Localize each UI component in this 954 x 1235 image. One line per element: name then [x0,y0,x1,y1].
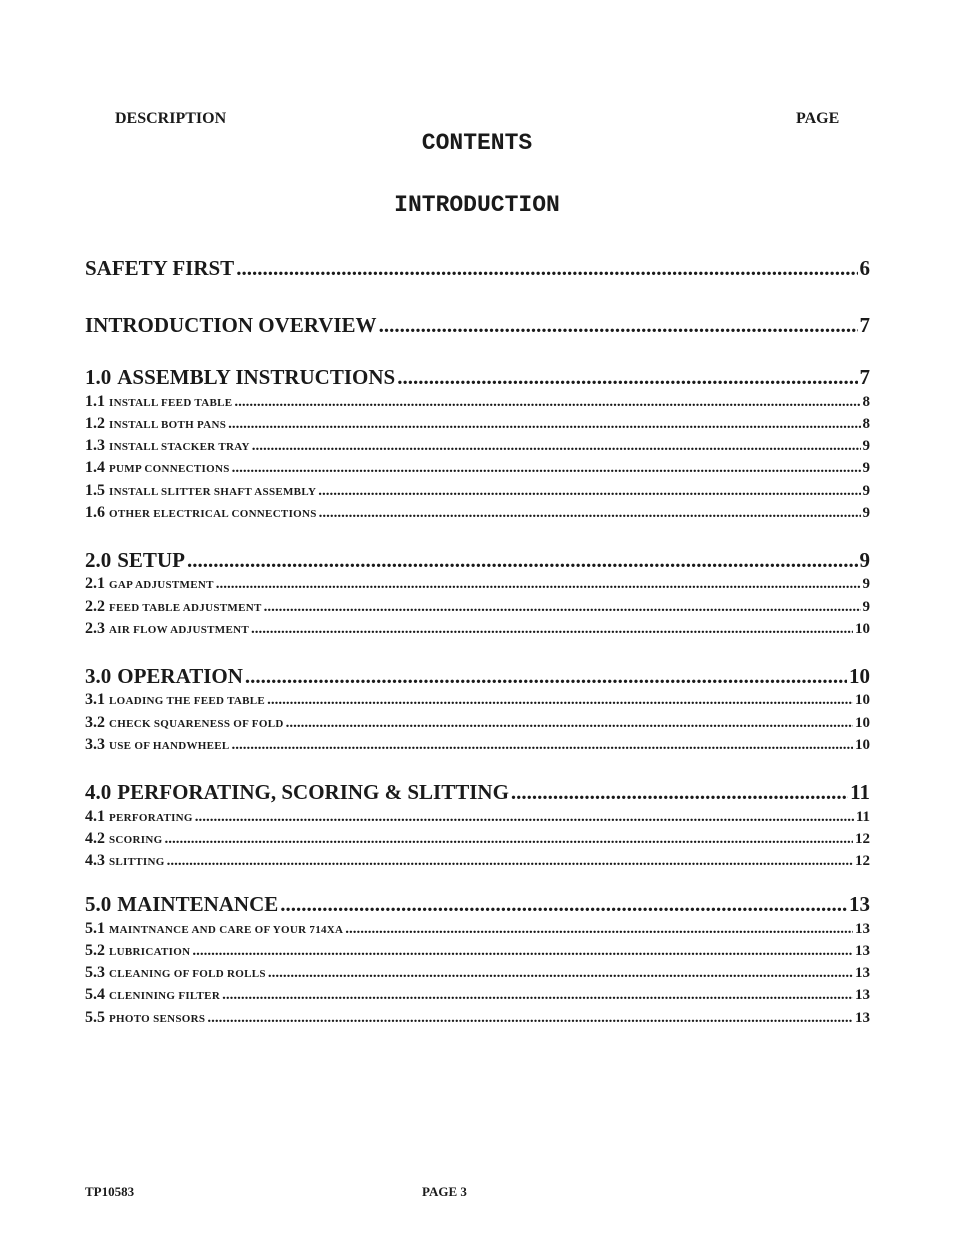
toc-entry-page: 9 [862,505,870,521]
toc-entry-subsection[interactable] [85,691,870,711]
toc-entry-label: CLEANING OF FOLD ROLLS [109,968,266,980]
toc-entry-page: 9 [862,483,870,499]
toc-entry-subsection[interactable] [85,736,870,756]
toc-entry-page: 10 [855,621,870,637]
toc-entry-page: 13 [849,892,870,916]
toc-entry-subsection[interactable] [85,1009,870,1029]
toc-entry-number: 1.5 [85,482,105,499]
introduction-title: INTRODUCTION [394,192,560,218]
toc-entry-subsection[interactable] [85,942,870,962]
toc-leader [222,987,853,1004]
toc-entry-number: 3.2 [85,714,105,731]
toc-entry-page: 7 [859,365,870,389]
toc-leader [192,943,853,960]
toc-leader [187,548,858,573]
toc-entry-label: PHOTO SENSORS [109,1013,206,1025]
toc-entry-subsection[interactable] [85,620,870,640]
toc-entry-number: 1.1 [85,393,105,410]
toc-entry-page: 12 [855,831,870,847]
toc-entry-number: 4.3 [85,852,105,869]
toc-leader [267,692,853,709]
toc-entry-label: INSTALL SLITTER SHAFT ASSEMBLY [109,486,317,498]
toc-entry-subsection[interactable] [85,852,870,872]
toc-entry-label: LOADING THE FEED TABLE [109,695,266,707]
toc-entry-label: CHECK SQUARENESS OF FOLD [109,718,284,730]
toc-leader [280,892,847,917]
page-column-header: PAGE [796,110,840,127]
toc-entry-page: 13 [855,1010,870,1026]
toc-entry-subsection[interactable] [85,482,870,502]
toc-entry-subsection[interactable] [85,437,870,457]
toc-entry-label: CLENINING FILTER [109,990,221,1002]
toc-entry-section[interactable] [85,664,870,690]
toc-entry-number: 1.2 [85,415,105,432]
toc-leader [232,460,861,477]
toc-leader [251,621,853,638]
toc-entry-number: 5.5 [85,1009,105,1026]
toc-entry-label: INTRODUCTION OVERVIEW [85,313,377,337]
toc-entry-label: INSTALL FEED TABLE [109,397,233,409]
toc-entry-label: SLITTING [109,856,165,868]
toc-leader [245,664,847,689]
toc-leader [216,576,861,593]
toc-entry-page: 6 [859,256,870,280]
toc-entry-number: 2.2 [85,598,105,615]
toc-entry-number: 4.1 [85,808,105,825]
toc-leader [207,1010,853,1027]
toc-entry-subsection[interactable] [85,714,870,734]
toc-entry-section[interactable] [85,548,870,574]
toc-entry-number: 4.0 [85,780,112,804]
toc-entry-number: 2.3 [85,620,105,637]
toc-entry-page: 12 [855,853,870,869]
toc-leader [228,416,860,433]
document-number: TP10583 [85,1184,135,1199]
toc-entry-label: PERFORATING, SCORING & SLITTING [117,780,509,804]
toc-entry-label: MAINTENANCE [117,892,279,916]
toc-leader [397,365,857,390]
toc-entry-number: 3.3 [85,736,105,753]
toc-leader [319,505,861,522]
toc-entry-subsection[interactable] [85,459,870,479]
toc-entry-number: 1.4 [85,459,105,476]
description-column-header: DESCRIPTION [115,110,227,127]
toc-entry-label: MAINTNANCE AND CARE OF YOUR 714XA [109,924,344,936]
toc-entry-subsection[interactable] [85,986,870,1006]
toc-entry-label: PERFORATING [109,812,193,824]
toc-entry-page: 13 [855,965,870,981]
toc-entry-number: 5.0 [85,892,112,916]
toc-entry-page: 9 [862,460,870,476]
toc-leader [286,715,853,732]
toc-leader [232,737,853,754]
toc-entry-subsection[interactable] [85,393,870,413]
toc-entry-safety-first[interactable] [85,256,870,282]
toc-leader [167,853,853,870]
toc-entry-page: 13 [855,943,870,959]
toc-entry-page: 8 [862,416,870,432]
toc-entry-subsection[interactable] [85,808,870,828]
toc-entry-section[interactable] [85,365,870,391]
toc-entry-page: 13 [855,921,870,937]
toc-entry-number: 2.1 [85,575,105,592]
toc-entry-label: INSTALL BOTH PANS [109,419,227,431]
toc-entry-label: LUBRICATION [109,946,191,958]
toc-entry-number: 5.4 [85,986,105,1003]
toc-entry-label: USE OF HANDWHEEL [109,740,230,752]
toc-entry-page: 7 [859,313,870,337]
toc-entry-number: 1.0 [85,365,112,389]
toc-entry-number: 5.2 [85,942,105,959]
toc-entry-label: SETUP [117,548,185,572]
toc-leader [252,438,861,455]
toc-entry-label: FEED TABLE ADJUSTMENT [109,602,262,614]
toc-entry-section[interactable] [85,892,870,918]
toc-entry-number: 4.2 [85,830,105,847]
toc-entry-number: 5.1 [85,920,105,937]
toc-entry-label: SAFETY FIRST [85,256,235,280]
toc-entry-page: 8 [862,394,870,410]
contents-title: CONTENTS [421,130,533,156]
page-number: PAGE 3 [422,1184,467,1199]
toc-leader [345,921,853,938]
toc-leader [195,809,854,826]
toc-leader [268,965,853,982]
toc-entry-subsection[interactable] [85,598,870,618]
toc-entry-subsection[interactable] [85,964,870,984]
toc-entry-label: SCORING [109,834,163,846]
toc-entry-page: 10 [855,715,870,731]
toc-leader [318,483,860,500]
toc-entry-number: 2.0 [85,548,112,572]
toc-entry-subsection[interactable] [85,920,870,940]
toc-entry-page: 9 [862,576,870,592]
toc-leader [379,313,858,338]
toc-entry-page: 9 [862,599,870,615]
toc-leader [236,256,857,281]
toc-entry-page: 10 [849,664,870,688]
toc-leader [234,394,860,411]
toc-entry-number: 1.6 [85,504,105,521]
toc-entry-number: 1.3 [85,437,105,454]
toc-leader [264,599,861,616]
toc-entry-label: GAP ADJUSTMENT [109,579,214,591]
toc-entry-page: 10 [855,692,870,708]
toc-entry-label: AIR FLOW ADJUSTMENT [109,624,249,636]
toc-entry-subsection[interactable] [85,575,870,595]
toc-entry-number: 5.3 [85,964,105,981]
toc-entry-subsection[interactable] [85,415,870,435]
toc-entry-number: 3.0 [85,664,112,688]
toc-entry-page: 9 [862,438,870,454]
toc-entry-page: 13 [855,987,870,1003]
toc-entry-number: 3.1 [85,691,105,708]
toc-leader [511,780,848,805]
toc-entry-section[interactable] [85,780,870,806]
toc-entry-subsection[interactable] [85,830,870,850]
toc-entry-label: INSTALL STACKER TRAY [109,441,250,453]
toc-leader [164,831,853,848]
toc-entry-page: 9 [859,548,870,572]
toc-entry-introduction-overview[interactable] [85,313,870,339]
toc-entry-label: ASSEMBLY INSTRUCTIONS [117,365,396,389]
toc-entry-page: 10 [855,737,870,753]
toc-entry-label: OPERATION [117,664,243,688]
toc-entry-label: PUMP CONNECTIONS [109,463,230,475]
toc-entry-page: 11 [855,809,870,825]
toc-entry-label: OTHER ELECTRICAL CONNECTIONS [109,508,317,520]
toc-entry-subsection[interactable] [85,504,870,524]
toc-entry-page: 11 [850,780,870,804]
